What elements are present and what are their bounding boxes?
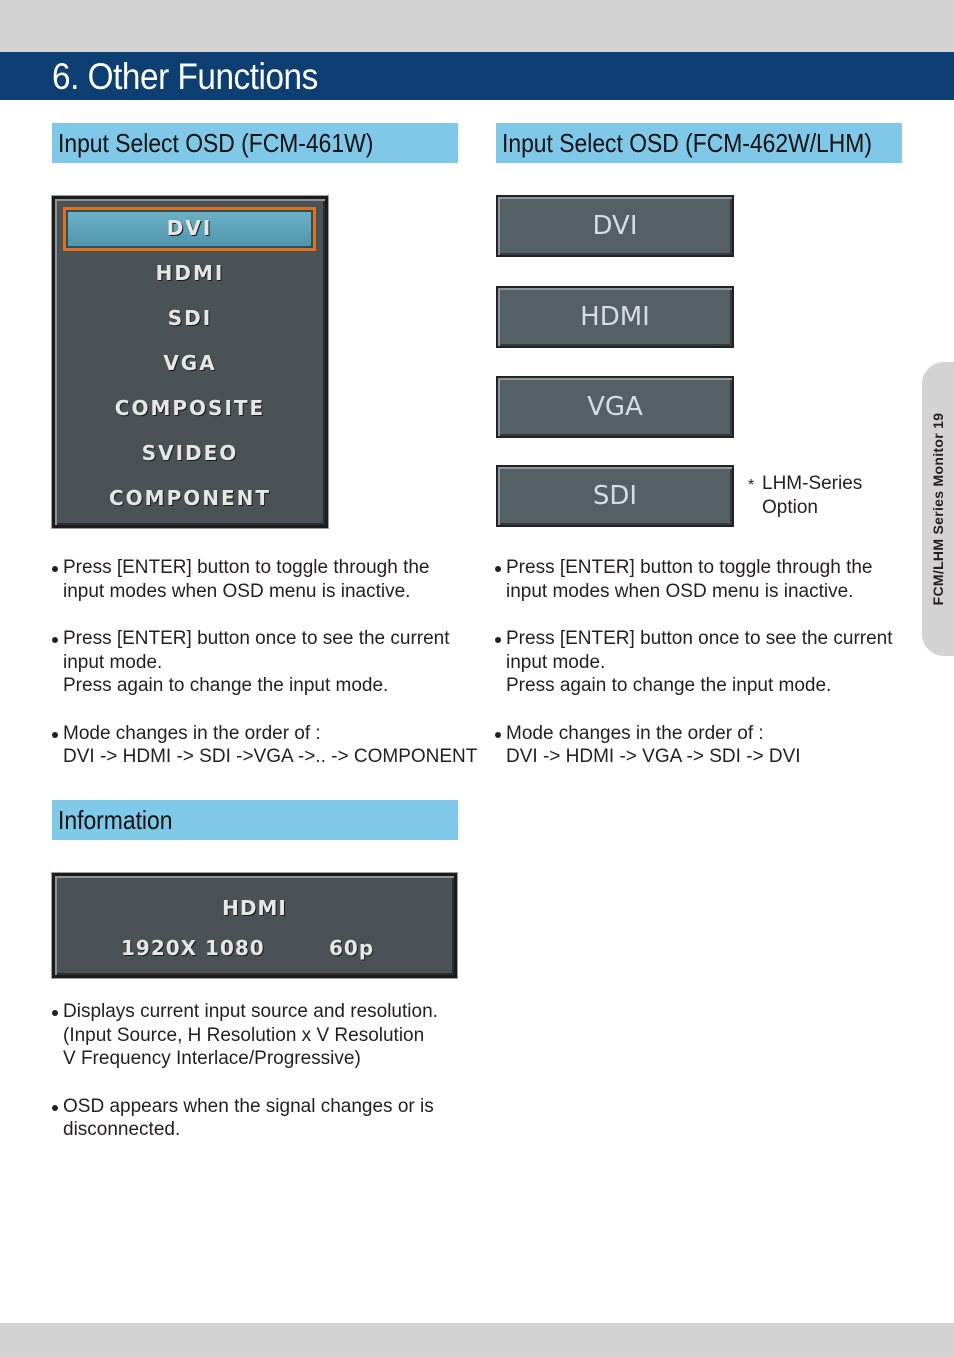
section-heading-462w <box>496 123 902 163</box>
bullet-line: Press [ENTER] button once to see the current <box>63 628 450 649</box>
section-heading-461w-label: Input Select OSD (FCM-461W) <box>58 128 374 158</box>
info-resolution: 1920X 1080 <box>121 936 265 960</box>
info-source: HDMI <box>222 896 287 920</box>
bullet-item <box>495 722 905 769</box>
section-heading-461w <box>52 123 458 163</box>
note-line-1: LHM-Series <box>762 473 863 494</box>
bullet-line: Press [ENTER] button to toggle through the <box>63 557 430 578</box>
bottom-band <box>0 1323 954 1357</box>
top-band <box>0 0 954 52</box>
section-heading-information <box>52 800 458 840</box>
bullet-line: DVI -> HDMI -> VGA -> SDI -> DVI <box>506 746 801 767</box>
bullet-line: (Input Source, H Resolution x V Resolution <box>63 1024 425 1046</box>
info-frequency: 60p <box>329 936 375 960</box>
title-bar <box>0 52 954 100</box>
bullet-line: Press [ENTER] button once to see the current <box>506 628 893 649</box>
asterisk: * <box>748 477 755 494</box>
bullet-line: Press again to change the input mode. <box>63 675 389 696</box>
page-title: 6. Other Functions <box>52 56 318 97</box>
bullet-line: Displays current input source and resolution. <box>63 1001 438 1022</box>
bullets-462w <box>495 556 905 793</box>
osd-menu-item-component[interactable]: COMPONENT <box>108 486 272 510</box>
osd-menu-item-svideo[interactable]: SVIDEO <box>141 441 239 465</box>
bullets-info <box>52 1000 472 1166</box>
bullet-line: input modes when OSD menu is inactive. <box>63 580 411 602</box>
osd-menu-item-dvi[interactable]: DVI <box>63 207 316 251</box>
osd-button-vga[interactable]: VGA <box>496 376 734 438</box>
side-tab <box>922 362 954 656</box>
bullet-line: Press again to change the input mode. <box>506 675 832 696</box>
bullet-line: OSD appears when the signal changes or is <box>63 1095 434 1117</box>
osd-input-menu <box>52 196 328 528</box>
osd-menu-item-hdmi[interactable]: HDMI <box>155 261 225 285</box>
bullet-line: DVI -> HDMI -> SDI ->VGA ->.. -> COMPONENT <box>63 746 478 767</box>
bullet-item <box>495 627 905 698</box>
bullet-item <box>52 722 478 769</box>
bullets-461w <box>52 556 478 793</box>
bullet-line: Mode changes in the order of : <box>63 722 321 744</box>
bullet-line: V Frequency Interlace/Progressive) <box>63 1048 361 1069</box>
note-line-2: Option <box>762 497 818 518</box>
section-heading-information-label: Information <box>58 805 173 835</box>
bullet-item <box>52 556 462 603</box>
bullet-line: Press [ENTER] button to toggle through the <box>506 557 873 578</box>
osd-info-box <box>52 873 457 978</box>
side-tab-label: FCM/LHM Series Monitor 19 <box>930 412 946 606</box>
osd-button-sdi[interactable]: SDI <box>496 465 734 527</box>
osd-menu-item-sdi[interactable]: SDI <box>167 306 213 330</box>
bullet-item <box>52 1000 472 1071</box>
bullet-line: Mode changes in the order of : <box>506 722 764 744</box>
section-heading-462w-label: Input Select OSD (FCM-462W/LHM) <box>502 128 872 158</box>
osd-button-hdmi[interactable]: HDMI <box>496 286 734 348</box>
bullet-line: input mode. <box>63 651 163 673</box>
bullet-item <box>52 627 462 698</box>
osd-menu-item-vga[interactable]: VGA <box>163 351 217 375</box>
bullet-line: input mode. <box>506 651 606 673</box>
osd-button-dvi[interactable]: DVI <box>496 195 734 257</box>
bullet-item <box>495 556 905 603</box>
bullet-line: input modes when OSD menu is inactive. <box>506 580 854 602</box>
osd-menu-item-composite[interactable]: COMPOSITE <box>114 396 266 420</box>
bullet-item <box>52 1095 472 1142</box>
bullet-line: disconnected. <box>63 1119 181 1140</box>
